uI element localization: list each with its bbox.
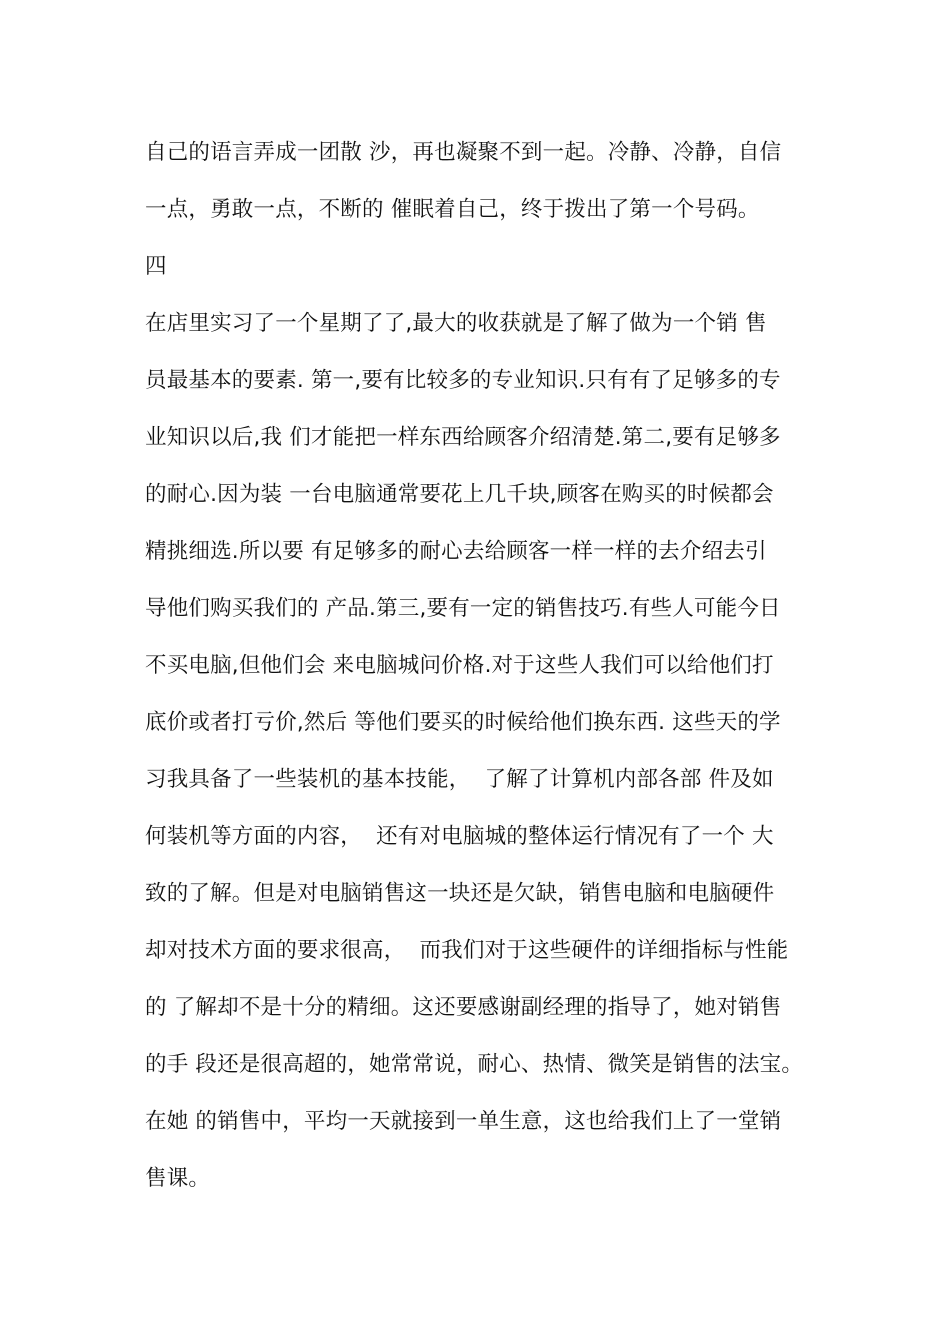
text-line: 不买电脑,但他们会 来电脑城问价格.对于这些人我们可以给他们打	[145, 653, 774, 678]
text-line: 员最基本的要素. 第一,要有比较多的专业知识.只有有了足够多的专	[145, 368, 781, 393]
text-line: 在店里实习了一个星期了了,最大的收获就是了解了做为一个销 售	[145, 311, 767, 336]
text-line: 售课。	[145, 1166, 211, 1191]
text-line: 业知识以后,我 们才能把一样东西给顾客介绍清楚.第二,要有足够多	[145, 425, 781, 450]
text-line: 何装机等方面的内容， 还有对电脑城的整体运行情况有了一个 大	[145, 824, 774, 849]
text-line: 的手 段还是很高超的，她常常说，耐心、热情、微笑是销售的法宝。	[145, 1052, 804, 1077]
text-line: 习我具备了一些装机的基本技能， 了解了计算机内部各部 件及如	[145, 767, 774, 792]
text-line: 自己的语言弄成一团散 沙，再也凝聚不到一起。冷静、冷静，自信	[145, 140, 782, 165]
text-line: 的 了解却不是十分的精细。这还要感谢副经理的指导了，她对销售	[145, 995, 782, 1020]
text-line: 精挑细选.所以要 有足够多的耐心去给顾客一样一样的去介绍去引	[145, 539, 767, 564]
text-line: 一点，勇敢一点，不断的 催眠着自己，终于拨出了第一个号码。	[145, 197, 760, 222]
text-line: 导他们购买我们的 产品.第三,要有一定的销售技巧.有些人可能今日	[145, 596, 781, 621]
body-text	[145, 130, 825, 1213]
section-heading: 四	[145, 254, 167, 279]
text-line: 在她 的销售中，平均一天就接到一单生意，这也给我们上了一堂销	[145, 1109, 782, 1134]
text-line: 却对技术方面的要求很高， 而我们对于这些硬件的详细指标与性能	[145, 938, 789, 963]
text-line: 的耐心.因为装 一台电脑通常要花上几千块,顾客在购买的时候都会	[145, 482, 774, 507]
text-line: 底价或者打亏价,然后 等他们要买的时候给他们换东西. 这些天的学	[145, 710, 781, 735]
text-line: 致的了解。但是对电脑销售这一块还是欠缺，销售电脑和电脑硬件	[145, 881, 775, 906]
